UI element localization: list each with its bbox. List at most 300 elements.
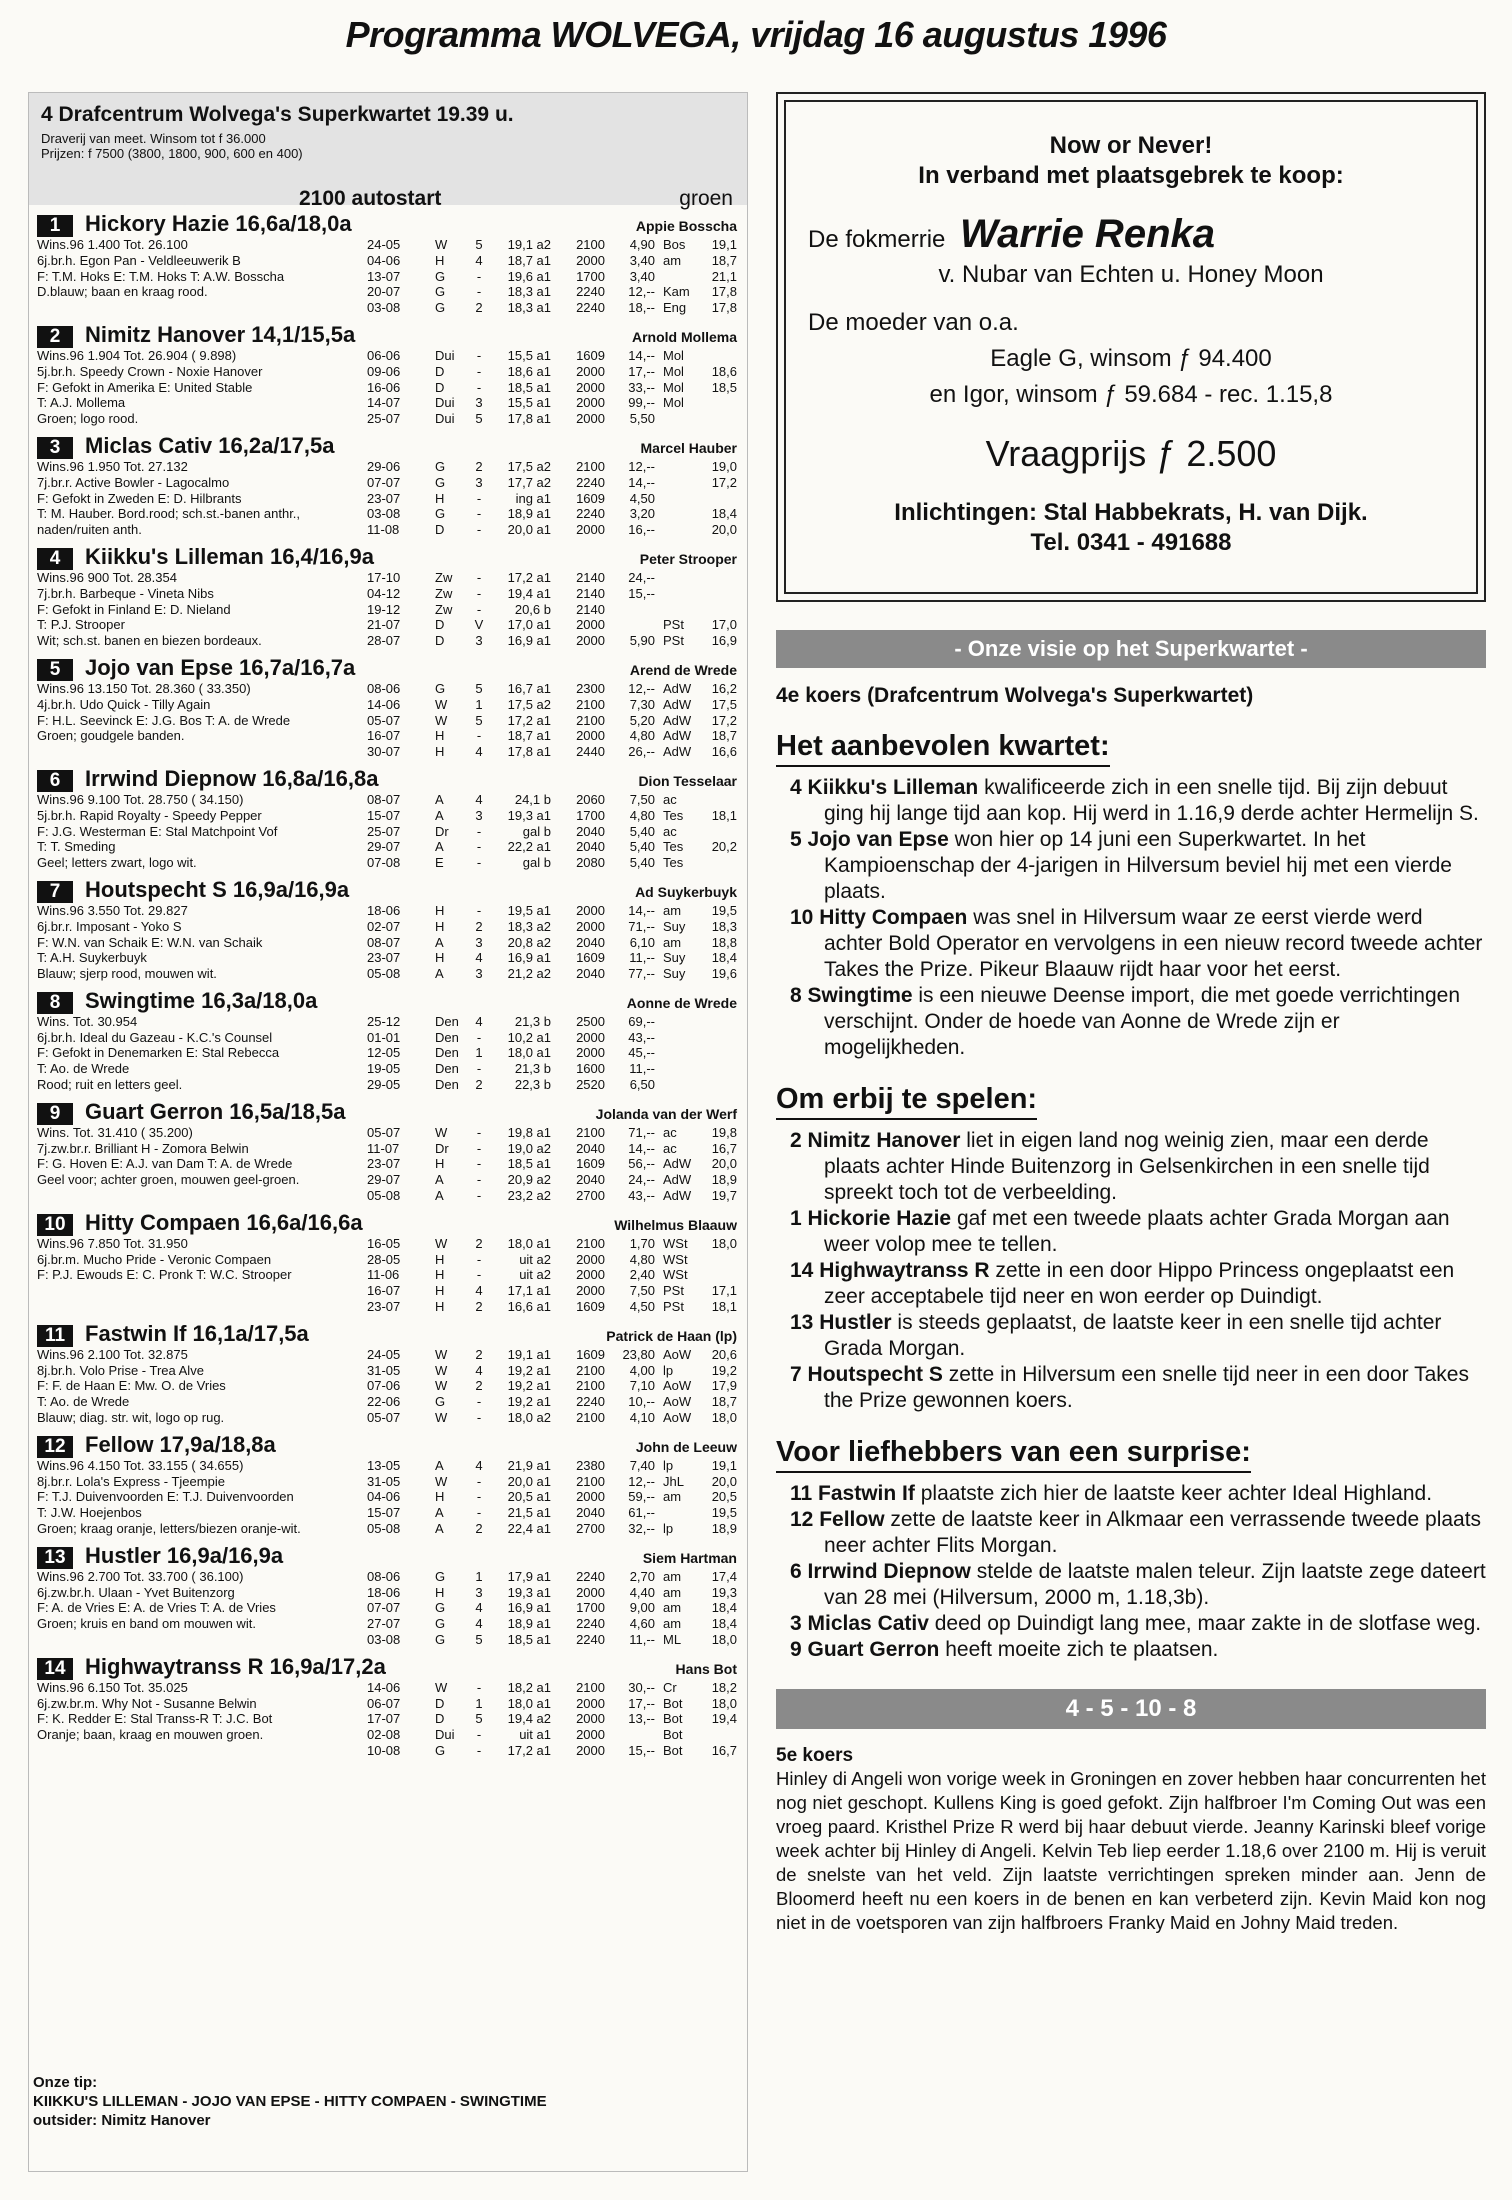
horse-info-line: F: W.N. van Schaik E: W.N. van Schaik (37, 934, 263, 950)
form-cell (703, 1267, 737, 1283)
form-cell: G (435, 1632, 446, 1647)
form-cell: 1609 (576, 1156, 605, 1172)
form-cell: 2140 (576, 569, 605, 585)
entry-text: is een nieuwe Deense import, die met goede verrichtingen verschijnt. Onder de hoede van Aonne de Wrede zijn er mogelijkheden. (824, 984, 1461, 1059)
form-cell: 18,9 a1 (507, 506, 551, 522)
form-cell: 17,9 (711, 1378, 737, 1394)
horse-info-line: Wins. Tot. 31.410 ( 35.200) (37, 1124, 193, 1140)
form-cell: 4 (475, 950, 483, 966)
form-row (367, 1616, 737, 1632)
form-cell: 05-07 (367, 1124, 401, 1140)
form-cell: 22-06 (367, 1394, 401, 1410)
form-cell: 25-07 (367, 411, 401, 427)
ad-mother-line: De moeder van o.a. (808, 309, 1019, 336)
horse-info-line: Groen; goudgele banden. (37, 728, 185, 744)
horse-name: Swingtime 16,3a/18,0a (85, 987, 318, 1013)
form-cell: H (435, 490, 445, 506)
horse-info-line: T: P.J. Strooper (37, 617, 125, 633)
form-cell: - (476, 601, 482, 617)
form-cell (655, 459, 703, 475)
horse-driver: Wilhelmus Blaauw (614, 1216, 737, 1233)
form-cell: 17,2 a1 (507, 569, 551, 585)
form-cell: 19,7 (711, 1188, 737, 1204)
horse-header (37, 544, 737, 570)
form-row (367, 1521, 737, 1537)
form-cell: 18,4 (711, 506, 737, 522)
form-cell: 15,5 a1 (507, 347, 551, 363)
form-cell (605, 1727, 655, 1743)
form-cell: 5,20 (629, 712, 655, 728)
form-cell: 29-06 (367, 458, 401, 474)
form-cell: 23-07 (367, 490, 401, 506)
form-cell: 05-07 (367, 1410, 401, 1426)
form-cell (703, 1061, 737, 1077)
horse-number: 7 (37, 881, 73, 903)
horse-info-line: Wins.96 4.150 Tot. 33.155 ( 34.655) (37, 1457, 244, 1473)
form-cell: - (476, 839, 482, 855)
horse-info (37, 459, 367, 538)
form-cell: 4 (475, 1600, 483, 1616)
form-cell: 2240 (576, 1632, 605, 1647)
horse-number: 11 (37, 1325, 73, 1347)
form-cell (655, 602, 703, 618)
form-cell: A (435, 1172, 444, 1188)
commentary-entry (776, 1559, 1486, 1611)
form-row (367, 237, 737, 253)
form-cell: 19,5 (711, 902, 737, 918)
form-row (367, 253, 737, 269)
form-cell: 21,3 b (514, 1013, 551, 1029)
form-cell: 18-06 (367, 902, 401, 918)
form-cell: 71,-- (628, 918, 655, 934)
form-cell: 24,1 b (514, 791, 551, 807)
horse-entry (37, 211, 737, 316)
horse-info-line: Wins.96 1.904 Tot. 26.904 ( 9.898) (37, 347, 237, 363)
form-cell: 1609 (576, 1346, 605, 1362)
tip-text: KIIKKU'S LILLEMAN - JOJO VAN EPSE - HITTY COMPAEN - SWINGTIME (33, 2093, 547, 2110)
form-cell: 69,-- (628, 1013, 655, 1029)
form-cell: 17,5 a2 (507, 458, 551, 474)
form-cell: AdW (663, 1188, 692, 1204)
ad-fok-line (786, 212, 1476, 257)
form-cell: 19,2 a1 (507, 1378, 551, 1394)
form-cell: 13-05 (367, 1457, 401, 1473)
form-cell: 2100 (576, 1679, 605, 1695)
form-cell: 2040 (576, 934, 605, 950)
form-cell: 2000 (576, 1489, 605, 1505)
form-cell: AdW (663, 696, 692, 712)
form-cell: 2000 (576, 728, 605, 744)
horse-number: 6 (37, 770, 73, 792)
form-cell (655, 586, 703, 602)
form-cell (655, 491, 703, 507)
form-cell (655, 411, 703, 427)
horse-name: Hustler 16,9a/16,9a (85, 1542, 284, 1568)
page-title: Programma WOLVEGA, vrijdag 16 augustus 1996 (345, 14, 1167, 55)
form-cell: 17,5 (711, 696, 737, 712)
form-cell: 19-05 (367, 1061, 401, 1077)
form-cell: Zw (435, 569, 453, 585)
horse-form-table (367, 1347, 737, 1426)
form-cell (703, 1252, 737, 1268)
form-cell: 19,1 (711, 237, 737, 252)
form-cell: PSt (663, 1283, 684, 1299)
form-cell: 3 (475, 1584, 483, 1600)
entry-number: 9 (790, 1638, 802, 1661)
horse-name: Hitty Compaen 16,6a/16,6a (85, 1209, 363, 1235)
form-cell: 18,1 (711, 807, 737, 823)
horse-driver: John de Leeuw (635, 1438, 737, 1455)
horse-form-table (367, 1125, 737, 1204)
form-cell: 2100 (576, 696, 605, 712)
race-program-column (28, 92, 748, 2172)
form-cell: 11-06 (367, 1267, 400, 1283)
form-cell: 18,5 a1 (507, 1632, 551, 1647)
horse-info-line: F: Gefokt in Finland E: D. Nieland (37, 601, 231, 617)
form-cell (703, 1077, 737, 1093)
form-cell: 1,70 (629, 1235, 655, 1251)
form-cell: 13-07 (367, 268, 401, 284)
form-row (367, 1299, 737, 1315)
commentary-entry (776, 1611, 1486, 1637)
form-cell: 2000 (576, 379, 605, 395)
form-cell: 22,3 b (514, 1077, 551, 1093)
commentary-entry (776, 1507, 1486, 1559)
form-cell: 10-08 (367, 1742, 401, 1758)
form-cell: G (435, 268, 446, 284)
entry-text: zette in een door Hippo Princess ongeplaatst een zeer acceptabele tijd neer en won eerder op Duindigt. (824, 1259, 1455, 1308)
race-condition-line: Draverij van meet. Winsom tot f 36.000 (41, 131, 266, 146)
form-cell: 4,00 (629, 1362, 655, 1378)
form-cell: lp (663, 1362, 674, 1378)
form-cell: 2240 (576, 300, 605, 316)
ad-phone: Tel. 0341 - 491688 (1030, 529, 1232, 556)
horse-info-line: Wins. Tot. 30.954 (37, 1013, 138, 1029)
form-cell (655, 1505, 703, 1521)
form-cell: uit a2 (519, 1251, 551, 1267)
form-cell: 2000 (576, 902, 605, 918)
horse-info-line: Wins.96 3.550 Tot. 29.827 (37, 902, 188, 918)
form-cell: 2,40 (629, 1267, 655, 1283)
form-cell: 4 (475, 1616, 483, 1632)
form-cell: W (435, 1679, 448, 1695)
form-cell: 2100 (576, 237, 605, 252)
form-cell: A (435, 966, 444, 982)
form-cell (655, 269, 703, 285)
form-cell: - (476, 1679, 482, 1695)
form-cell: 21-07 (367, 617, 401, 633)
form-row (367, 935, 737, 951)
form-cell: 4,60 (629, 1616, 655, 1632)
tip-outsider: outsider: Nimitz Hanover (33, 2112, 211, 2129)
form-cell: 18,4 (711, 1616, 737, 1632)
commentary-entry (776, 1128, 1486, 1206)
form-cell: - (476, 1172, 482, 1188)
form-row (367, 380, 737, 396)
form-cell: 19,1 a1 (507, 1346, 551, 1362)
form-cell: PSt (663, 633, 684, 649)
horse-header (37, 988, 737, 1014)
form-cell: 7,50 (629, 791, 655, 807)
horse-form-table (367, 1680, 737, 1759)
form-cell: - (476, 363, 482, 379)
horse-info-line: Blauw; diag. str. wit, logo op rug. (37, 1410, 225, 1426)
form-cell: 5,40 (629, 823, 655, 839)
form-row (367, 364, 737, 380)
form-cell: 4,40 (629, 1584, 655, 1600)
horse-info-line: F: T.M. Hoks E: T.M. Hoks T: A.W. Bosscha (37, 268, 285, 284)
form-row (367, 1188, 737, 1204)
form-cell: 18,0 a1 (507, 1235, 551, 1251)
form-cell: 4 (475, 744, 483, 760)
form-cell: 2040 (576, 823, 605, 839)
form-cell: AoW (663, 1378, 692, 1394)
form-cell: 2000 (576, 1029, 605, 1045)
horse-info-line: Groen; kraag oranje, letters/biezen oranje-wit. (37, 1521, 301, 1537)
form-cell: 2100 (576, 1410, 605, 1426)
form-cell: 14,-- (628, 347, 655, 363)
form-cell: 18,3 a1 (507, 284, 551, 300)
form-cell: 20,5 (711, 1489, 737, 1505)
entry-text: is steeds geplaatst, de laatste keer in een snelle tijd achter Grada Morgan. (824, 1311, 1442, 1360)
form-cell: 15-07 (367, 1505, 401, 1521)
form-cell: 17,1 a1 (507, 1283, 551, 1299)
form-cell: 04-06 (367, 252, 401, 268)
entry-horse-name: Nimitz Hanover (807, 1129, 961, 1152)
form-cell: 19,1 a2 (507, 237, 551, 252)
form-cell: - (476, 347, 482, 363)
form-row (367, 617, 737, 633)
form-cell: 33,-- (628, 379, 655, 395)
form-cell: - (476, 823, 482, 839)
form-cell: ML (663, 1632, 682, 1647)
form-cell: AdW (663, 712, 692, 728)
form-row (367, 1236, 737, 1252)
horse-header (37, 1321, 737, 1347)
horse-info-line: 6j.br.h. Egon Pan - Veldleeuwerik B (37, 252, 241, 268)
form-cell: 2000 (576, 1251, 605, 1267)
form-cell: - (476, 1267, 482, 1283)
horse-entry (37, 877, 737, 982)
form-cell: 18,0 (711, 1632, 737, 1647)
form-cell: - (476, 728, 482, 744)
horse-info-line: Wins.96 1.400 Tot. 26.100 (37, 237, 188, 252)
horse-header (37, 1099, 737, 1125)
race-conditions (41, 131, 737, 161)
form-cell: 77,-- (628, 966, 655, 982)
form-cell: 3 (475, 633, 483, 649)
form-cell: 2240 (576, 1616, 605, 1632)
section-heading: Om erbij te spelen: (776, 1083, 1037, 1120)
form-cell: 18,-- (628, 300, 655, 316)
race-condition-line: Prijzen: f 7500 (3800, 1800, 900, 600 en 400) (41, 146, 303, 161)
horse-info-line: F: H.L. Seevinck E: J.G. Bos T: A. de Wrede (37, 712, 291, 728)
form-cell: 06-07 (367, 1695, 401, 1711)
form-cell: 1700 (576, 807, 605, 823)
form-row (367, 1600, 737, 1616)
form-cell: 2080 (576, 855, 605, 871)
form-cell: 9,00 (629, 1600, 655, 1616)
horse-form-table (367, 237, 737, 316)
form-cell: 18-06 (367, 1584, 401, 1600)
horse-form-table (367, 681, 737, 760)
form-cell: am (663, 934, 682, 950)
horse-number: 12 (37, 1436, 73, 1458)
form-cell: 3 (475, 934, 483, 950)
form-cell: gal b (522, 855, 551, 871)
form-cell: D (435, 1711, 445, 1727)
form-cell: 1600 (576, 1061, 605, 1077)
form-cell: 7,40 (629, 1457, 655, 1473)
form-cell: Bos (663, 237, 686, 252)
form-cell: ac (663, 823, 677, 839)
race-header (29, 93, 747, 210)
horse-number: 2 (37, 326, 73, 348)
form-cell: am (663, 1616, 682, 1632)
form-cell (655, 1045, 703, 1061)
form-cell (703, 348, 737, 364)
horse-form-table (367, 348, 737, 427)
form-cell (703, 1045, 737, 1061)
horse-entry (37, 766, 737, 871)
form-cell: 18,7 a1 (507, 728, 551, 744)
form-row (367, 855, 737, 871)
form-cell: Den (435, 1029, 459, 1045)
horse-number: 9 (37, 1103, 73, 1125)
horse-info-line: Wins.96 7.850 Tot. 31.950 (37, 1235, 188, 1251)
horse-info-line: T: Ao. de Wrede (37, 1061, 130, 1077)
form-cell: A (435, 1457, 444, 1473)
form-row (367, 1743, 737, 1759)
form-cell: W (435, 712, 448, 728)
form-cell (703, 570, 737, 586)
form-cell: 43,-- (628, 1029, 655, 1045)
final-selection: 4 - 5 - 10 - 8 (776, 1689, 1486, 1729)
horse-list (29, 211, 747, 1759)
ad-headline: Now or Never! (1049, 132, 1213, 159)
horse-body (37, 570, 737, 649)
form-cell: JhL (663, 1473, 684, 1489)
form-cell: 17,5 a2 (507, 696, 551, 712)
entry-number: 10 (790, 906, 814, 929)
horse-info (37, 681, 367, 760)
form-cell: W (435, 237, 448, 252)
form-cell: 2500 (576, 1013, 605, 1029)
form-row (367, 792, 737, 808)
form-cell: 16,9 a1 (507, 950, 551, 966)
horse-driver: Ad Suykerbuyk (635, 883, 737, 900)
form-cell: - (476, 284, 482, 300)
entry-horse-name: Highwaytranss R (819, 1259, 990, 1282)
horse-driver: Marcel Hauber (640, 439, 737, 456)
form-cell: - (476, 1188, 482, 1204)
form-cell: 4,80 (629, 807, 655, 823)
form-cell: 18,5 a1 (507, 379, 551, 395)
form-cell: ac (663, 1140, 677, 1156)
form-row (367, 839, 737, 855)
entry-number: 2 (790, 1129, 802, 1152)
form-cell: WSt (663, 1235, 688, 1251)
form-cell: 2040 (576, 1172, 605, 1188)
form-row (367, 1252, 737, 1268)
form-cell: 03-08 (367, 506, 401, 522)
form-cell: uit a2 (519, 1267, 551, 1283)
form-cell: 2000 (576, 522, 605, 538)
form-cell: AdW (663, 680, 692, 696)
form-cell: Tes (663, 855, 684, 871)
form-cell: AoW (663, 1346, 692, 1362)
form-cell: - (476, 522, 482, 538)
form-cell: A (435, 1505, 444, 1521)
form-row (367, 1378, 737, 1394)
form-cell: 29-07 (367, 1172, 401, 1188)
entry-horse-name: Fellow (819, 1508, 885, 1531)
horse-number: 3 (37, 437, 73, 459)
form-row (367, 1680, 737, 1696)
form-cell: V (474, 617, 484, 633)
form-cell: A (435, 807, 444, 823)
horse-info-line: F: J.G. Westerman E: Stal Matchpoint Vof (37, 823, 278, 839)
form-cell: 3 (475, 966, 483, 982)
form-cell: - (476, 585, 482, 601)
form-row (367, 1458, 737, 1474)
commentary-entry (776, 775, 1486, 827)
form-row (367, 459, 737, 475)
form-cell: 19,4 (711, 1711, 737, 1727)
form-cell (703, 855, 737, 871)
form-cell: am (663, 1584, 682, 1600)
form-cell: 2520 (576, 1077, 605, 1093)
form-cell: - (476, 1394, 482, 1410)
form-row (367, 491, 737, 507)
form-cell: Bot (663, 1727, 683, 1743)
form-cell: 20-07 (367, 284, 401, 300)
form-cell: 2040 (576, 1140, 605, 1156)
form-row (367, 1394, 737, 1410)
form-cell: 05-08 (367, 1521, 401, 1537)
form-cell: 14-06 (367, 1679, 401, 1695)
horse-name: Irrwind Diepnow 16,8a/16,8a (85, 765, 379, 791)
form-row (367, 269, 737, 285)
form-cell: 3,40 (629, 268, 655, 284)
form-cell: 08-06 (367, 1568, 401, 1584)
horse-entry (37, 544, 737, 649)
form-cell: 19,0 a2 (507, 1140, 551, 1156)
form-cell: Cr (663, 1679, 677, 1695)
form-cell: 17,2 a1 (507, 712, 551, 728)
form-cell: H (435, 1251, 445, 1267)
horse-driver: Arnold Mollema (631, 328, 737, 345)
form-cell: - (476, 902, 482, 918)
race5-title: 5e koers (776, 1745, 854, 1766)
horse-body (37, 903, 737, 982)
horse-body (37, 681, 737, 760)
form-row (367, 713, 737, 729)
form-cell: 2240 (576, 1568, 605, 1584)
form-cell: 14-06 (367, 696, 401, 712)
form-cell: 1700 (576, 268, 605, 284)
form-row (367, 411, 737, 427)
form-cell: 2000 (576, 918, 605, 934)
entry-number: 14 (790, 1259, 814, 1282)
form-row (367, 475, 737, 491)
form-cell: 28-05 (367, 1251, 401, 1267)
form-row (367, 1141, 737, 1157)
form-cell: 2100 (576, 458, 605, 474)
form-row (367, 1125, 737, 1141)
form-cell: 17,8 a1 (507, 744, 551, 760)
form-cell: - (476, 1505, 482, 1521)
